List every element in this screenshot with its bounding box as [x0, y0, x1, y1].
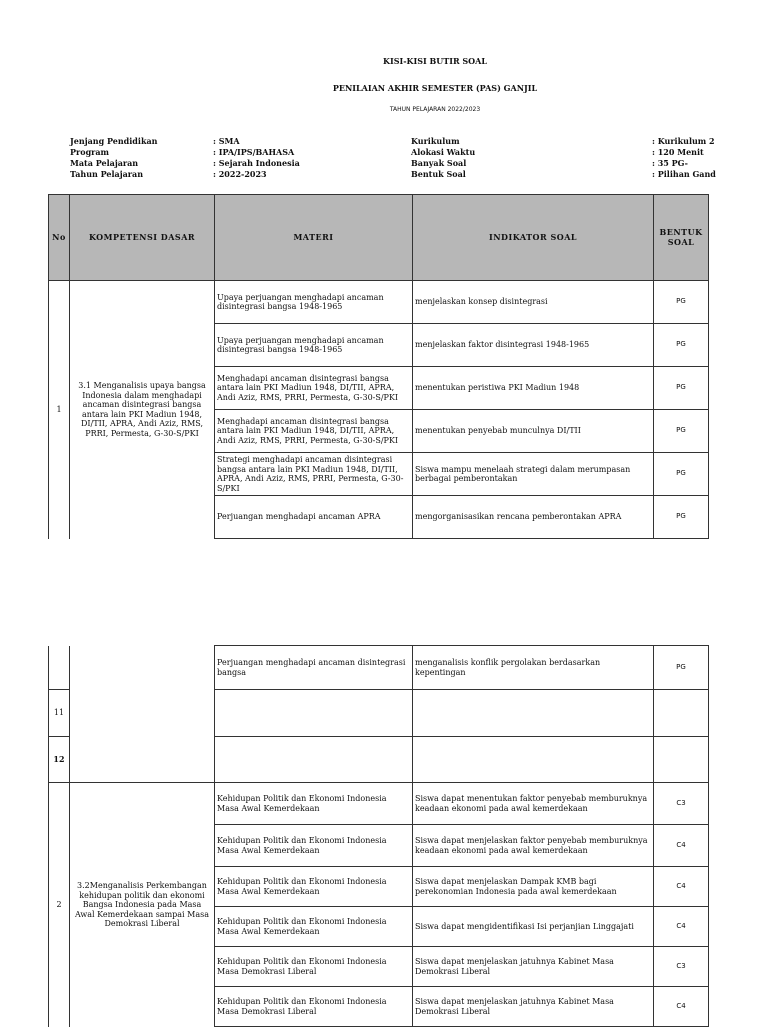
header-no: No — [49, 195, 70, 281]
document-title: KISI-KISI BUTIR SOAL — [383, 56, 487, 66]
document-subtitle: PENILAIAN AKHIR SEMESTER (PAS) GANJIL — [332, 83, 538, 93]
header-bentuk-soal: BENTUK SOAL — [654, 195, 709, 281]
indikator-cell: menentukan penyebab munculnya DI/TII — [413, 410, 654, 453]
materi-cell: Kehidupan Politik dan Ekonomi Indonesia Masa Awal Kemerdekaan — [215, 783, 413, 825]
indikator-cell: mengorganisasikan rencana pemberontakan APRA — [413, 496, 654, 539]
materi-cell: Kehidupan Politik dan Ekonomi Indonesia Masa Awal Kemerdekaan — [215, 867, 413, 907]
materi-cell — [215, 690, 413, 737]
table-row — [49, 646, 709, 690]
row-number: 11 — [49, 690, 70, 737]
meta-label: Mata Pelajaran — [70, 158, 139, 168]
materi-cell: Upaya perjuangan menghadapi ancaman disintegrasi bangsa 1948-1965 — [215, 324, 413, 367]
kisi-kisi-table-1 — [48, 194, 709, 539]
header-indikator-soal: INDIKATOR SOAL — [413, 195, 654, 281]
meta-right-labels — [411, 136, 475, 180]
materi-cell: Perjuangan menghadapi ancaman disintegrasi bangsa — [215, 646, 413, 690]
header-materi: MATERI — [215, 195, 413, 281]
meta-value: : IPA/IPS/BAHASA — [213, 147, 295, 157]
meta-value: : 120 Menit — [652, 147, 704, 157]
indikator-cell — [413, 737, 654, 783]
meta-value: : SMA — [213, 136, 240, 146]
kompetensi-dasar-cell: 3.2Menganalisis Perkembangan kehidupan politik dan ekonomi Bangsa Indonesia pada Masa Awal Kemerdekaan sampai Masa Demokrasi Liberal — [70, 783, 215, 1027]
meta-value: : Kurikulum 2 — [652, 136, 715, 146]
header-kompetensi-dasar: KOMPETENSI DASAR — [70, 195, 215, 281]
bentuk-cell: PG — [654, 646, 709, 690]
bentuk-cell: PG — [654, 324, 709, 367]
indikator-cell: menganalisis konflik pergolakan berdasarkan kepentingan — [413, 646, 654, 690]
indikator-cell: menjelaskan konsep disintegrasi — [413, 281, 654, 324]
bentuk-cell: C3 — [654, 783, 709, 825]
document-year: TAHUN PELAJARAN 2022/2023 — [389, 106, 481, 113]
kisi-kisi-table-2 — [48, 645, 709, 1027]
indikator-cell: Siswa dapat menjelaskan faktor penyebab memburuknya keadaan ekonomi pada awal kemerdekaan — [413, 825, 654, 867]
row-number: 1 — [49, 281, 70, 539]
meta-left-values — [213, 136, 300, 180]
indikator-cell: Siswa dapat menjelaskan Dampak KMB bagi perekonomian Indonesia pada awal kemerdekaan — [413, 867, 654, 907]
bentuk-cell: PG — [654, 410, 709, 453]
table-row — [49, 783, 709, 825]
indikator-cell: Siswa dapat menjelaskan jatuhnya Kabinet Masa Demokrasi Liberal — [413, 987, 654, 1027]
bentuk-cell: PG — [654, 281, 709, 324]
bentuk-cell: C4 — [654, 907, 709, 947]
materi-cell: Kehidupan Politik dan Ekonomi Indonesia Masa Demokrasi Liberal — [215, 987, 413, 1027]
materi-cell: Kehidupan Politik dan Ekonomi Indonesia Masa Awal Kemerdekaan — [215, 907, 413, 947]
materi-cell: Menghadapi ancaman disintegrasi bangsa antara lain PKI Madiun 1948, DI/TII, APRA, Andi Aziz, RMS, PRRI, Permesta, G-30-S/PKI — [215, 367, 413, 410]
materi-cell: Strategi menghadapi ancaman disintegrasi bangsa antara lain PKI Madiun 1948, DI/TII, APRA, Andi Aziz, RMS, PRRI, Permesta, G-30-S/PKI — [215, 453, 413, 496]
row-number — [49, 646, 70, 690]
meta-label: Banyak Soal — [411, 158, 467, 168]
materi-cell: Kehidupan Politik dan Ekonomi Indonesia Masa Demokrasi Liberal — [215, 947, 413, 987]
bentuk-cell: C4 — [654, 825, 709, 867]
meta-label: Kurikulum — [411, 136, 460, 146]
meta-label: Tahun Pelajaran — [70, 169, 144, 179]
meta-label: Bentuk Soal — [411, 169, 466, 179]
meta-left-labels — [70, 136, 157, 180]
materi-cell: Perjuangan menghadapi ancaman APRA — [215, 496, 413, 539]
meta-value: : Pilihan Gand — [652, 169, 716, 179]
indikator-cell: Siswa dapat menentukan faktor penyebab memburuknya keadaan ekonomi pada awal kemerdekaan — [413, 783, 654, 825]
meta-label: Program — [70, 147, 110, 157]
materi-cell: Menghadapi ancaman disintegrasi bangsa antara lain PKI Madiun 1948, DI/TII, APRA, Andi Aziz, RMS, PRRI, Permesta, G-30-S/PKI — [215, 410, 413, 453]
meta-value: : 35 PG- — [652, 158, 688, 168]
materi-cell: Upaya perjuangan menghadapi ancaman disintegrasi bangsa 1948-1965 — [215, 281, 413, 324]
kompetensi-dasar-cell — [70, 646, 215, 783]
bentuk-cell — [654, 690, 709, 737]
kompetensi-dasar-cell: 3.1 Menganalisis upaya bangsa Indonesia dalam menghadapi ancaman disintegrasi bangsa antara lain PKI Madiun 1948, DI/TII, APRA, Andi Aziz, RMS, PRRI, Permesta, G-30-S/PKI — [70, 281, 215, 539]
bentuk-cell — [654, 737, 709, 783]
indikator-cell: menentukan peristiwa PKI Madiun 1948 — [413, 367, 654, 410]
indikator-cell: Siswa dapat menjelaskan jatuhnya Kabinet Masa Demokrasi Liberal — [413, 947, 654, 987]
meta-value: : Sejarah Indonesia — [213, 158, 300, 168]
indikator-cell: menjelaskan faktor disintegrasi 1948-1965 — [413, 324, 654, 367]
indikator-cell: Siswa dapat mengidentifikasi Isi perjanjian Linggajati — [413, 907, 654, 947]
meta-value: : 2022-2023 — [213, 169, 267, 179]
table-row — [49, 281, 709, 324]
bentuk-cell: C4 — [654, 987, 709, 1027]
materi-cell — [215, 737, 413, 783]
indikator-cell: Siswa mampu menelaah strategi dalam merumpasan berbagai pemberontakan — [413, 453, 654, 496]
materi-cell: Kehidupan Politik dan Ekonomi Indonesia Masa Awal Kemerdekaan — [215, 825, 413, 867]
bentuk-cell: PG — [654, 367, 709, 410]
meta-label: Jenjang Pendidikan — [70, 136, 158, 146]
meta-label: Alokasi Waktu — [411, 147, 476, 157]
bentuk-cell: C4 — [654, 867, 709, 907]
bentuk-cell: PG — [654, 453, 709, 496]
row-number: 2 — [49, 783, 70, 1027]
table-header-row — [49, 195, 709, 281]
bentuk-cell: C3 — [654, 947, 709, 987]
indikator-cell — [413, 690, 654, 737]
meta-right-values — [652, 136, 768, 180]
bentuk-cell: PG — [654, 496, 709, 539]
row-number: 12 — [49, 737, 70, 783]
